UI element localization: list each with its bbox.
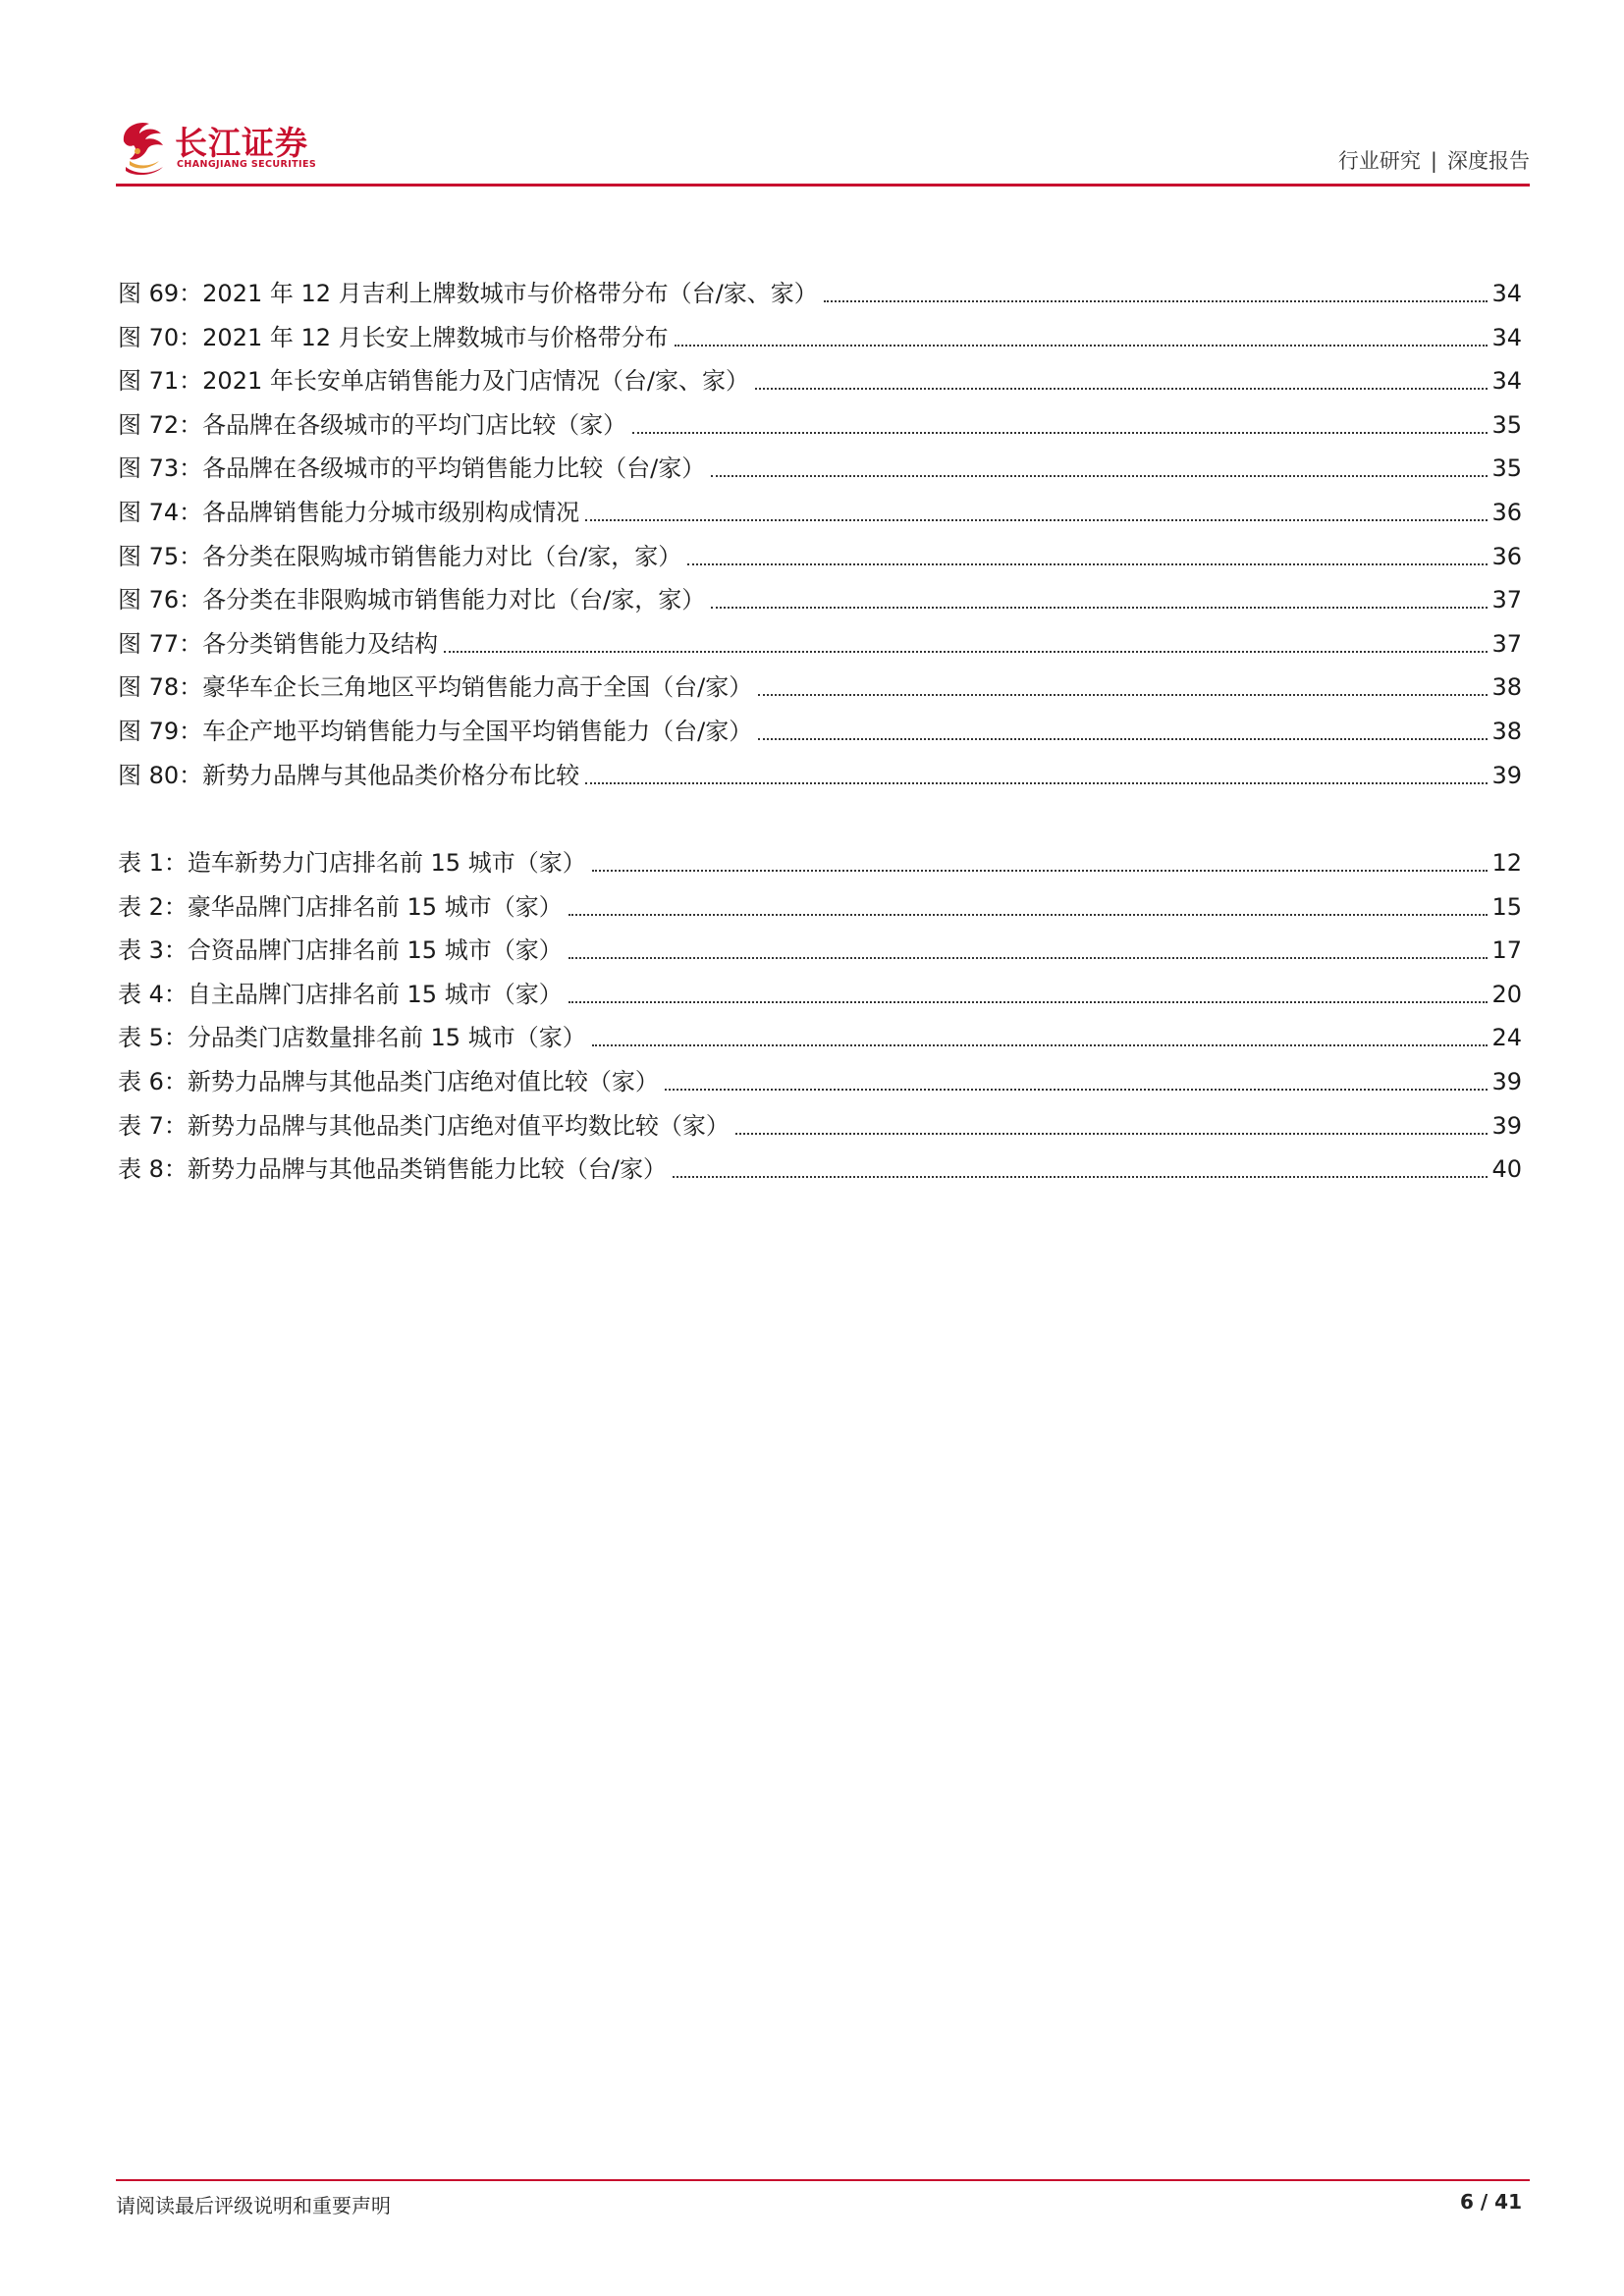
phoenix-logo-icon bbox=[116, 118, 173, 177]
dot-leader bbox=[758, 694, 1488, 696]
toc-page-number[interactable]: 40 bbox=[1491, 1155, 1522, 1184]
dot-leader bbox=[675, 345, 1489, 347]
report-type-label: 深度报告 bbox=[1447, 149, 1530, 173]
dot-leader bbox=[711, 475, 1488, 477]
toc-entry-label[interactable]: 图 79：车企产地平均销售能力与全国平均销售能力（台/家） bbox=[118, 718, 753, 745]
page-number: 6 / 41 bbox=[1460, 2190, 1522, 2214]
company-logo bbox=[116, 118, 332, 179]
toc-page-number[interactable]: 36 bbox=[1491, 499, 1522, 526]
dot-leader bbox=[673, 1176, 1488, 1178]
dot-leader bbox=[585, 782, 1488, 784]
toc-page-number[interactable]: 24 bbox=[1491, 1024, 1522, 1052]
dot-leader bbox=[665, 1089, 1489, 1091]
figure-toc-entry[interactable] bbox=[118, 362, 1522, 396]
toc-entry-label[interactable]: 表 2：豪华品牌门店排名前 15 城市（家） bbox=[118, 892, 563, 921]
toc-entry-label[interactable]: 图 75：各分类在限购城市销售能力对比（台/家，家） bbox=[118, 542, 682, 570]
toc-page-number[interactable]: 39 bbox=[1491, 1111, 1522, 1140]
dot-leader bbox=[592, 870, 1489, 872]
toc-entry-label[interactable]: 表 4：自主品牌门店排名前 15 城市（家） bbox=[118, 980, 563, 1008]
table-toc-entry[interactable] bbox=[118, 1150, 1522, 1184]
toc-entry-label[interactable]: 表 1：造车新势力门店排名前 15 城市（家） bbox=[118, 849, 586, 877]
toc-entry-label[interactable]: 图 77：各分类销售能力及结构 bbox=[118, 629, 439, 658]
figure-toc-entry[interactable] bbox=[118, 757, 1522, 790]
disclaimer-notice: 请阅读最后评级说明和重要声明 bbox=[116, 2194, 391, 2217]
table-toc-entry[interactable] bbox=[118, 888, 1522, 922]
toc-entry-label[interactable]: 图 80：新势力品牌与其他品类价格分布比较 bbox=[118, 761, 580, 789]
toc-page-number[interactable]: 34 bbox=[1491, 323, 1522, 351]
toc-page-number[interactable]: 34 bbox=[1491, 367, 1522, 396]
dot-leader bbox=[568, 914, 1489, 916]
toc-page-number[interactable]: 37 bbox=[1491, 629, 1522, 658]
dot-leader bbox=[735, 1133, 1489, 1135]
toc-page-number[interactable]: 15 bbox=[1491, 892, 1522, 921]
toc-page-number[interactable]: 39 bbox=[1491, 761, 1522, 789]
toc-entry-label[interactable]: 表 3：合资品牌门店排名前 15 城市（家） bbox=[118, 936, 563, 965]
toc-page-number[interactable]: 34 bbox=[1491, 280, 1522, 307]
category-label: 行业研究 bbox=[1337, 149, 1421, 173]
header-separator: | bbox=[1430, 149, 1437, 173]
table-toc-entry[interactable] bbox=[118, 1063, 1522, 1096]
logo-chinese-text: 长江证券 bbox=[175, 124, 308, 162]
header-divider bbox=[116, 184, 1530, 187]
dot-leader bbox=[755, 388, 1488, 390]
toc-entry-label[interactable]: 图 76：各分类在非限购城市销售能力对比（台/家，家） bbox=[118, 586, 706, 614]
figure-toc-entry[interactable] bbox=[118, 713, 1522, 746]
figure-toc-entry[interactable] bbox=[118, 406, 1522, 440]
toc-entry-label[interactable]: 表 5：分品类门店数量排名前 15 城市（家） bbox=[118, 1024, 586, 1052]
toc-entry-label[interactable]: 图 74：各品牌销售能力分城市级别构成情况 bbox=[118, 499, 580, 526]
toc-page-number[interactable]: 12 bbox=[1491, 849, 1522, 877]
dot-leader bbox=[568, 957, 1489, 959]
figure-toc-entry[interactable] bbox=[118, 494, 1522, 527]
dot-leader bbox=[711, 607, 1488, 609]
figure-toc-entry[interactable] bbox=[118, 581, 1522, 614]
toc-page-number[interactable]: 38 bbox=[1491, 673, 1522, 702]
toc-entry-label[interactable]: 图 69：2021 年 12 月吉利上牌数城市与价格带分布（台/家、家） bbox=[118, 280, 818, 307]
figure-toc-entry[interactable] bbox=[118, 538, 1522, 571]
toc-page-number[interactable]: 17 bbox=[1491, 936, 1522, 965]
report-category bbox=[1338, 145, 1530, 175]
table-toc-entry[interactable] bbox=[118, 932, 1522, 965]
toc-page-number[interactable]: 20 bbox=[1491, 980, 1522, 1008]
dot-leader bbox=[444, 651, 1488, 653]
table-toc-entry[interactable] bbox=[118, 1107, 1522, 1141]
toc-entry-label[interactable]: 图 70：2021 年 12 月长安上牌数城市与价格带分布 bbox=[118, 323, 669, 351]
toc-page-number[interactable]: 39 bbox=[1491, 1068, 1522, 1095]
toc-page-number[interactable]: 36 bbox=[1491, 542, 1522, 570]
toc-page-number[interactable]: 35 bbox=[1491, 410, 1522, 439]
toc-entry-label[interactable]: 图 78：豪华车企长三角地区平均销售能力高于全国（台/家） bbox=[118, 673, 753, 702]
table-toc-entry[interactable] bbox=[118, 976, 1522, 1009]
figure-toc-entry[interactable] bbox=[118, 275, 1522, 308]
dot-leader bbox=[824, 300, 1489, 302]
logo-english-text: CHANGJIANG SECURITIES bbox=[177, 159, 317, 170]
toc-page-number[interactable]: 37 bbox=[1491, 586, 1522, 614]
dot-leader bbox=[758, 738, 1488, 740]
dot-leader bbox=[632, 432, 1488, 434]
dot-leader bbox=[687, 563, 1488, 565]
table-toc-entry[interactable] bbox=[118, 844, 1522, 878]
figure-toc-entry[interactable] bbox=[118, 450, 1522, 483]
figure-toc-entry[interactable] bbox=[118, 319, 1522, 352]
toc-entry-label[interactable]: 表 7：新势力品牌与其他品类门店绝对值平均数比较（家） bbox=[118, 1111, 730, 1140]
toc-page-number[interactable]: 35 bbox=[1491, 454, 1522, 483]
toc-entry-label[interactable]: 图 71：2021 年长安单店销售能力及门店情况（台/家、家） bbox=[118, 367, 749, 396]
toc-entry-label[interactable]: 图 72：各品牌在各级城市的平均门店比较（家） bbox=[118, 410, 627, 439]
dot-leader bbox=[592, 1044, 1489, 1046]
table-toc-entry[interactable] bbox=[118, 1019, 1522, 1052]
figure-toc-entry[interactable] bbox=[118, 668, 1522, 702]
figure-toc-entry[interactable] bbox=[118, 625, 1522, 659]
footer-divider bbox=[116, 2179, 1530, 2181]
dot-leader bbox=[585, 519, 1488, 521]
dot-leader bbox=[568, 1001, 1489, 1003]
page-header bbox=[116, 110, 1530, 185]
toc-entry-label[interactable]: 表 6：新势力品牌与其他品类门店绝对值比较（家） bbox=[118, 1068, 659, 1095]
toc-entry-label[interactable]: 图 73：各品牌在各级城市的平均销售能力比较（台/家） bbox=[118, 454, 706, 483]
toc-entry-label[interactable]: 表 8：新势力品牌与其他品类销售能力比较（台/家） bbox=[118, 1155, 667, 1184]
toc-page-number[interactable]: 38 bbox=[1491, 718, 1522, 745]
